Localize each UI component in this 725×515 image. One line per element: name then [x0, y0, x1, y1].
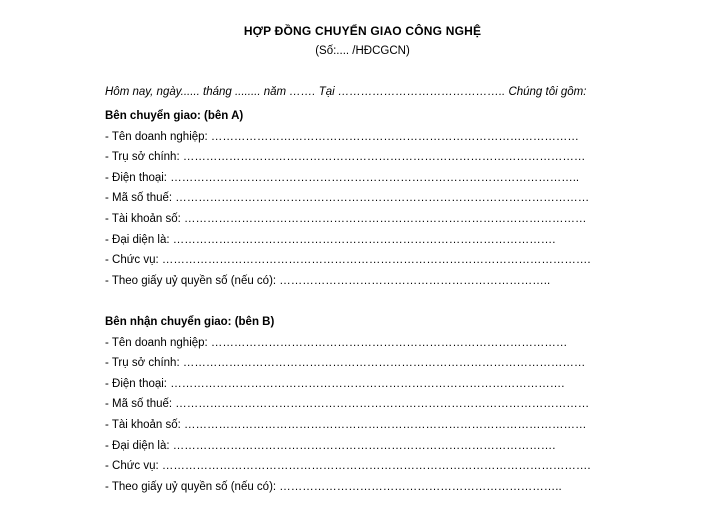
document-title: HỢP ĐỒNG CHUYỂN GIAO CÔNG NGHỆ — [243, 24, 482, 38]
party-b-position: - Chức vụ: …………………………………………………………………………………………………. — [105, 460, 591, 473]
party-a-heading: Bên chuyển giao: (bên A) — [105, 110, 244, 122]
intro-line: Hôm nay, ngày...... tháng ........ năm ……. Tại …………………………………….. Chúng tôi gồm: — [105, 86, 587, 98]
party-b-bank-account: - Tài khoản số: …………………………………………………………………………………………… — [105, 418, 587, 431]
party-a-phone: - Điện thoại: …………………………………………………………………………………………….. — [105, 171, 580, 184]
party-a-head-office: - Trụ sở chính: …………………………………………………………………………………………… — [105, 151, 586, 164]
party-a-tax-code: - Mã số thuế: ……………………………………………………………………………………………… — [105, 192, 590, 205]
party-b-representative: - Đại diện là: ………………………………………………………………………………………. — [105, 439, 556, 452]
party-a-position: - Chức vụ: …………………………………………………………………………………………………. — [105, 254, 591, 267]
party-a-authorization: - Theo giấy uỷ quyền số (nếu có): …………………………………………………………….. — [105, 274, 551, 287]
party-b-heading: Bên nhận chuyển giao: (bên B) — [105, 316, 275, 328]
party-b-company-name: - Tên doanh nghiệp: ………………………………………………………………………………… — [105, 336, 568, 349]
party-a-section — [105, 106, 625, 291]
party-b-tax-code: - Mã số thuế: ……………………………………………………………………………………………… — [105, 398, 590, 411]
party-a-company-name: - Tên doanh nghiệp: …………………………………………………………………………………… — [105, 130, 579, 143]
party-b-phone: - Điện thoại: …………………………………………………………………………………………. — [105, 377, 565, 390]
party-a-bank-account: - Tài khoản số: …………………………………………………………………………………………… — [105, 212, 587, 225]
document-number: (Số:.... /HĐCGCN) — [315, 45, 410, 57]
party-b-head-office: - Trụ sở chính: …………………………………………………………………………………………… — [105, 357, 586, 370]
party-a-representative: - Đại diện là: ………………………………………………………………………………………. — [105, 233, 556, 246]
party-b-section — [105, 312, 625, 497]
party-b-authorization: - Theo giấy uỷ quyền số (nếu có): ……………………………………………………………….. — [105, 480, 562, 493]
